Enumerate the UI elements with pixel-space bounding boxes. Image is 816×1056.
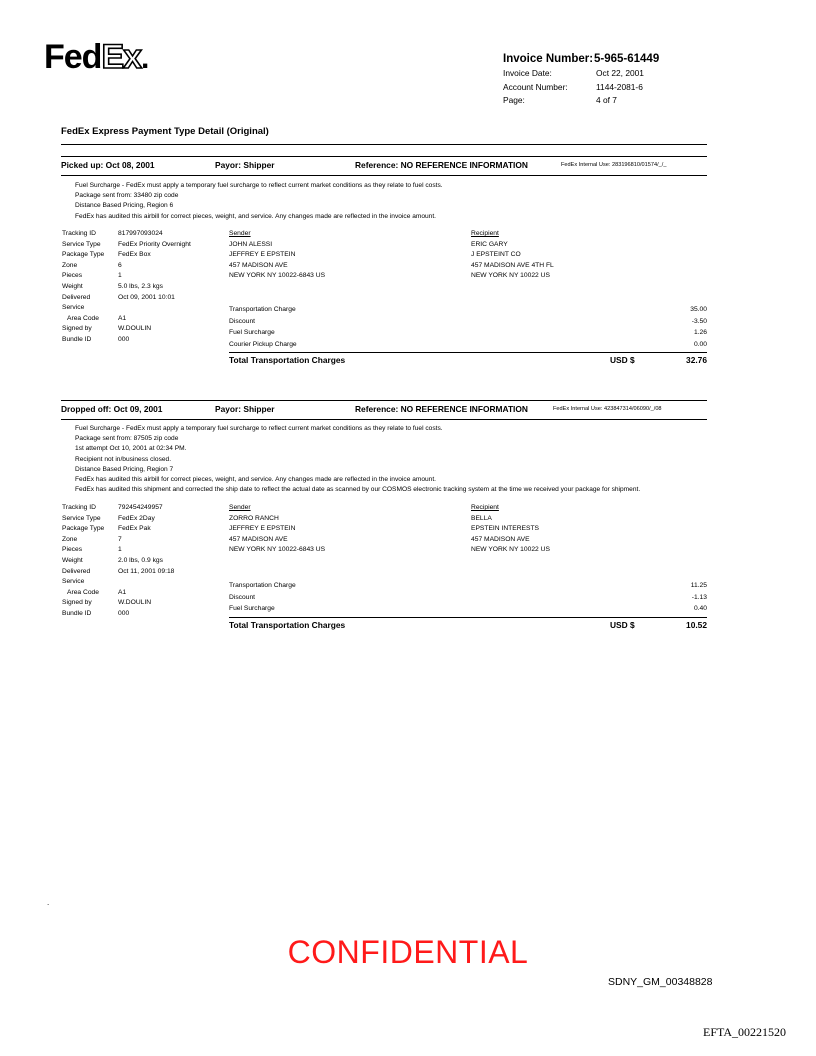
stray-dot: . — [47, 898, 50, 907]
note-line: FedEx has audited this shipment and corrected the ship date to reflect the actual date as scanned by our COSMOS electronic tracking system at the time we received your package for shipment. — [75, 486, 641, 494]
note-line: 1st attempt Oct 10, 2001 at 02:34 PM. — [75, 445, 187, 453]
shipment-reference: Reference: NO REFERENCE INFORMATION — [355, 160, 528, 170]
detail-row: Service Type FedEx Priority Overnight — [62, 240, 191, 248]
logo-ex: Ex — [101, 38, 142, 76]
shipment-2-sender — [229, 503, 325, 556]
detail-row: Tracking ID 817997093024 — [62, 230, 163, 237]
detail-row: Pieces 1 — [62, 546, 122, 554]
total-charges-row — [229, 352, 707, 367]
note-line: Distance Based Pricing, Region 7 — [75, 465, 174, 473]
shipment-1-details — [62, 229, 191, 346]
shipment-internal-use: FedEx Internal Use: 423847314/06090/_/08 — [553, 406, 662, 412]
detail-row: Service — [62, 304, 85, 312]
recipient-line: 457 MADISON AVE — [471, 535, 530, 543]
sender-line: ZORRO RANCH — [229, 514, 279, 522]
shipment-2-details — [62, 503, 174, 620]
detail-row: Bundle ID 000 — [62, 335, 130, 343]
sender-line: JOHN ALESSI — [229, 240, 273, 248]
note-line: Package sent from: 87505 zip code — [75, 435, 179, 443]
detail-row: Pieces 1 — [62, 272, 122, 280]
shipment-2-recipient — [471, 503, 550, 556]
shipment-payor: Payor: Shipper — [215, 160, 275, 170]
confidential-stamp: CONFIDENTIAL — [287, 934, 529, 970]
shipment-2-top-rule — [61, 400, 707, 401]
page-label: Page: — [503, 95, 525, 105]
total-value: 32.76 — [686, 355, 707, 366]
note-line: Fuel Surcharge - FedEx must apply a temporary fuel surcharge to reflect current market conditions as they relate to fuel costs. — [75, 182, 443, 189]
bates-number: SDNY_GM_00348828 — [608, 976, 713, 988]
detail-row: Weight 2.0 lbs, 0.9 kgs — [62, 556, 163, 564]
recipient-line: NEW YORK NY 10022 US — [471, 546, 550, 554]
shipment-internal-use: FedEx Internal Use: 283196810/01574/_/_ — [561, 162, 667, 168]
charge-row: Discount -3.50 — [229, 317, 707, 325]
shipment-1-charges — [229, 304, 707, 367]
detail-row: Area Code A1 — [67, 588, 127, 596]
recipient-header: Recipient — [471, 504, 499, 511]
shipment-payor: Payor: Shipper — [215, 404, 275, 414]
page-number: 4 of 7 — [596, 95, 617, 105]
total-label: Total Transportation Charges — [229, 619, 346, 630]
shipment-event: Picked up: Oct 08, 2001 — [61, 160, 155, 170]
detail-row: Zone 6 — [62, 261, 122, 269]
detail-row: Bundle ID 000 — [62, 609, 130, 617]
shipment-2-header — [61, 404, 707, 418]
detail-row: Zone 7 — [62, 535, 122, 543]
charge-row: Transportation Charge 35.00 — [229, 306, 707, 313]
shipment-1-notes — [75, 181, 443, 222]
total-label: Total Transportation Charges — [229, 355, 346, 366]
recipient-line: BELLA — [471, 514, 492, 522]
document-title: FedEx Express Payment Type Detail (Original) — [61, 126, 269, 137]
total-currency: USD $ — [610, 619, 635, 630]
charge-row: Fuel Surcharge 0.40 — [229, 605, 707, 613]
charge-row: Discount -1.13 — [229, 593, 707, 601]
note-line: Recipient not in/business closed. — [75, 455, 172, 463]
charge-row: Courier Pickup Charge 0.00 — [229, 340, 707, 348]
invoice-date-label: Invoice Date: — [503, 68, 552, 78]
detail-row: Service — [62, 578, 85, 586]
recipient-header: Recipient — [471, 230, 499, 237]
invoice-date: Oct 22, 2001 — [596, 68, 644, 78]
recipient-line: ERIC GARY — [471, 240, 508, 248]
detail-row: Package Type FedEx Pak — [62, 525, 151, 533]
invoice-info — [503, 52, 659, 108]
sender-line: JEFFREY E EPSTEIN — [229, 251, 296, 259]
total-currency: USD $ — [610, 355, 635, 366]
detail-row: Delivered Oct 11, 2001 09:18 — [62, 567, 175, 575]
detail-row: Delivered Oct 09, 2001 10:01 — [62, 293, 175, 301]
shipment-2-charges — [229, 580, 707, 632]
sender-header: Sender — [229, 504, 251, 511]
fedex-logo — [44, 40, 148, 74]
title-rule — [61, 144, 707, 145]
charge-row: Transportation Charge 11.25 — [229, 582, 707, 589]
sender-line: NEW YORK NY 10022-6843 US — [229, 272, 326, 280]
note-line: FedEx has audited this airbill for correct pieces, weight, and service. Any changes made are reflected in the invoice amount. — [75, 476, 437, 484]
shipment-1-recipient — [471, 229, 554, 282]
account-number-label: Account Number: — [503, 81, 568, 92]
sender-line: 457 MADISON AVE — [229, 261, 288, 269]
shipment-1-header — [61, 160, 707, 174]
detail-row: Tracking ID 792454249957 — [62, 504, 163, 511]
detail-row: Package Type FedEx Box — [62, 251, 151, 259]
total-charges-row — [229, 617, 707, 632]
detail-row: Weight 5.0 lbs, 2.3 kgs — [62, 282, 163, 290]
logo-fed: Fed — [44, 38, 102, 76]
note-line: FedEx has audited this airbill for correct pieces, weight, and service. Any changes made are reflected in the invoice amount. — [75, 212, 437, 220]
note-line: Fuel Surcharge - FedEx must apply a temporary fuel surcharge to reflect current market conditions as they relate to fuel costs. — [75, 425, 443, 432]
recipient-line: J EPSTEINT CO — [471, 251, 521, 259]
total-value: 10.52 — [686, 619, 707, 630]
detail-row: Signed by W.DOULIN — [62, 325, 152, 333]
recipient-line: NEW YORK NY 10022 US — [471, 272, 550, 280]
sender-line: JEFFREY E EPSTEIN — [229, 525, 296, 533]
note-line: Distance Based Pricing, Region 6 — [75, 202, 174, 210]
invoice-number: 5-965-61449 — [594, 53, 660, 65]
sender-header: Sender — [229, 230, 251, 237]
recipient-line: EPSTEIN INTERESTS — [471, 525, 540, 533]
efta-number: EFTA_00221520 — [703, 1025, 787, 1039]
sender-line: 457 MADISON AVE — [229, 535, 288, 543]
charge-row: Fuel Surcharge 1.26 — [229, 329, 707, 337]
shipment-1-header-rule — [61, 175, 707, 176]
detail-row: Signed by W.DOULIN — [62, 599, 152, 607]
detail-row: Service Type FedEx 2Day — [62, 514, 155, 522]
shipment-event: Dropped off: Oct 09, 2001 — [61, 404, 163, 414]
shipment-2-notes — [75, 424, 640, 495]
logo-dot: . — [141, 42, 149, 75]
sender-line: NEW YORK NY 10022-6843 US — [229, 546, 326, 554]
recipient-line: 457 MADISON AVE 4TH FL — [471, 261, 554, 269]
account-number: 1144-2081-6 — [596, 81, 643, 92]
note-line: Package sent from: 33480 zip code — [75, 192, 179, 200]
invoice-number-label: Invoice Number: — [503, 53, 594, 65]
shipment-reference: Reference: NO REFERENCE INFORMATION — [355, 404, 528, 414]
shipment-1-sender — [229, 229, 325, 282]
shipment-1-top-rule — [61, 156, 707, 157]
detail-row: Area Code A1 — [67, 314, 127, 322]
shipment-2-header-rule — [61, 419, 707, 420]
